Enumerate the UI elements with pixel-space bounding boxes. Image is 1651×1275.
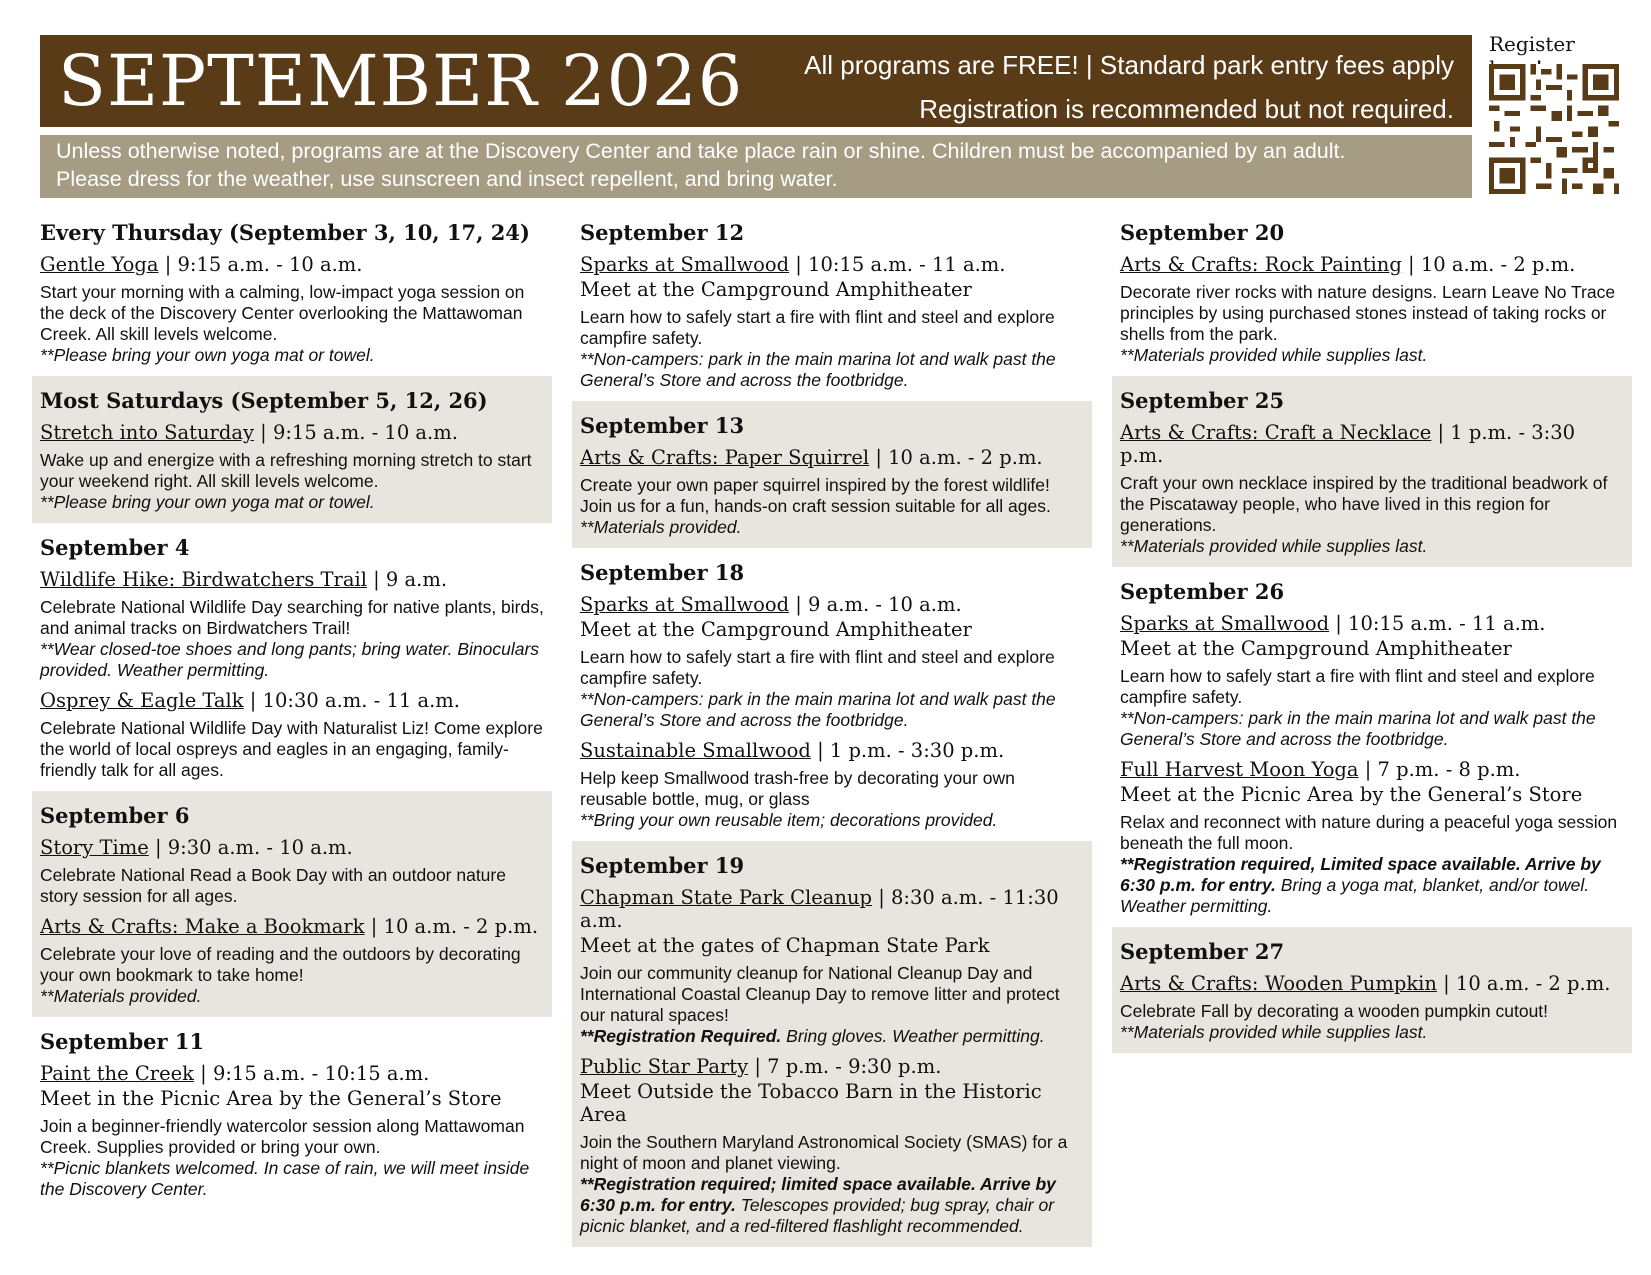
event-description: Wake up and energize with a refreshing morning stretch to start your weekend right. All skill levels welcome. [40, 450, 532, 491]
register-label: Register [1489, 32, 1629, 80]
event-block-sep12 [572, 208, 1092, 401]
event-description: Join the Southern Maryland Astronomical Society (SMAS) for a night of moon and planet viewing. [580, 1132, 1068, 1173]
event-description: Learn how to safely start a fire with flint and steel and explore campfire safety. [1120, 666, 1595, 707]
event-title: Sparks at Smallwood | 10:15 a.m. - 11 a.m. [580, 253, 1006, 276]
event-title: Story Time | 9:30 a.m. - 10 a.m. [40, 836, 353, 859]
day-heading: September 6 [40, 803, 190, 828]
day-heading: September 18 [580, 560, 745, 585]
event-block-sep13 [572, 401, 1092, 548]
event-title: Arts & Crafts: Paper Squirrel | 10 a.m. - 2 p.m. [580, 446, 1043, 469]
event-note: **Wear closed-toe shoes and long pants; bring water. Binoculars provided. Weather permitting. [40, 639, 540, 680]
event-link-osprey[interactable]: Osprey & Eagle Talk [40, 689, 244, 712]
event-description: Decorate river rocks with nature designs. Learn Leave No Trace principles by using purchased stones instead of taking rocks or shells from the park. [1120, 282, 1616, 344]
event-title: Arts & Crafts: Rock Painting | 10 a.m. - 2 p.m. [1120, 253, 1576, 276]
event-link-story-time[interactable]: Story Time [40, 836, 149, 859]
event-description: Start your morning with a calming, low-impact yoga session on the deck of the Discovery Center overlooking the Mattawoman Creek. All skill levels welcome. [40, 282, 525, 344]
header-info [804, 43, 1454, 131]
event-title: Arts & Crafts: Wooden Pumpkin | 10 a.m. - 2 p.m. [1120, 972, 1611, 995]
event-location: Meet in the Picnic Area by the General’s Store [40, 1087, 502, 1110]
event-block-sep20 [1112, 208, 1632, 376]
event-link-rock-painting[interactable]: Arts & Crafts: Rock Painting [1120, 253, 1402, 276]
event-description: Celebrate National Read a Book Day with an outdoor nature story session for all ages. [40, 865, 506, 906]
event-link-stretch[interactable]: Stretch into Saturday [40, 421, 254, 444]
event-description: Craft your own necklace inspired by the traditional beadwork of the Piscataway people, who have lived in this region for generations. [1120, 473, 1608, 535]
event-description: Learn how to safely start a fire with flint and steel and explore campfire safety. [580, 307, 1055, 348]
event-note: **Registration required, Limited space available. Arrive by 6:30 p.m. for entry. Bring a yoga mat, blanket, and/or towel. Weather permitting. [1120, 854, 1601, 916]
event-note: **Materials provided while supplies last. [1120, 1022, 1428, 1042]
day-heading: September 11 [40, 1029, 205, 1054]
day-heading: September 27 [1120, 939, 1285, 964]
event-block-sep25 [1112, 376, 1632, 567]
event-description: Join our community cleanup for National Cleanup Day and International Coastal Cleanup Day to remove litter and protect our natural spaces! [580, 963, 1060, 1025]
event-note: **Materials provided while supplies last. [1120, 345, 1428, 365]
event-description: Celebrate Fall by decorating a wooden pumpkin cutout! [1120, 1001, 1549, 1021]
event-title: Sustainable Smallwood | 1 p.m. - 3:30 p.m. [580, 739, 1005, 762]
event-description: Celebrate your love of reading and the outdoors by decorating your own bookmark to take home! [40, 944, 521, 985]
event-link-sparks[interactable]: Sparks at Smallwood [580, 253, 790, 276]
event-note: **Non-campers: park in the main marina lot and walk past the General’s Store and across the footbridge. [580, 349, 1056, 390]
event-link-necklace[interactable]: Arts & Crafts: Craft a Necklace [1120, 421, 1432, 444]
event-title: Gentle Yoga | 9:15 a.m. - 10 a.m. [40, 253, 363, 276]
event-title: Arts & Crafts: Make a Bookmark | 10 a.m. - 2 p.m. [40, 915, 539, 938]
event-link-chapman-cleanup[interactable]: Chapman State Park Cleanup [580, 886, 872, 909]
event-description: Help keep Smallwood trash-free by decorating your own reusable bottle, mug, or glass [580, 768, 1015, 809]
event-title: Chapman State Park Cleanup | 8:30 a.m. - 11:30 a.m. [580, 886, 1059, 932]
event-note: **Materials provided. [580, 517, 742, 537]
event-note: **Materials provided while supplies last. [1120, 536, 1428, 556]
event-link-sparks[interactable]: Sparks at Smallwood [580, 593, 790, 616]
event-description: Celebrate National Wildlife Day searching for native plants, birds, and animal tracks on Birdwatchers Trail! [40, 597, 544, 638]
event-link-moon-yoga[interactable]: Full Harvest Moon Yoga [1120, 758, 1359, 781]
event-link-sustainable[interactable]: Sustainable Smallwood [580, 739, 811, 762]
event-note: **Non-campers: park in the main marina lot and walk past the General’s Store and across the footbridge. [580, 689, 1056, 730]
event-block-sep26 [1112, 567, 1632, 927]
event-location: Meet Outside the Tobacco Barn in the Historic Area [580, 1080, 1042, 1126]
event-note: **Registration Required. Bring gloves. Weather permitting. [580, 1026, 1045, 1046]
event-title: Public Star Party | 7 p.m. - 9:30 p.m. [580, 1055, 942, 1078]
event-title: Arts & Crafts: Craft a Necklace | 1 p.m. - 3:30 p.m. [1120, 421, 1576, 467]
event-note: **Non-campers: park in the main marina lot and walk past the General’s Store and across the footbridge. [1120, 708, 1596, 749]
event-note: **Registration required; limited space available. Arrive by 6:30 p.m. for entry. Telescopes provided; bug spray, chair or picnic blanket, and a red-filtered flashlight recommended. [580, 1174, 1056, 1236]
event-title: Sparks at Smallwood | 9 a.m. - 10 a.m. [580, 593, 962, 616]
event-title: Sparks at Smallwood | 10:15 a.m. - 11 a.m. [1120, 612, 1546, 635]
event-block-sep6 [32, 791, 552, 1017]
event-location: Meet at the Campground Amphitheater [1120, 637, 1512, 660]
qr-code-icon[interactable] [1489, 64, 1619, 194]
event-location: Meet at the gates of Chapman State Park [580, 934, 990, 957]
event-link-bookmark[interactable]: Arts & Crafts: Make a Bookmark [40, 915, 365, 938]
event-note: **Please bring your own yoga mat or towel. [40, 492, 375, 512]
day-heading: September 25 [1120, 388, 1285, 413]
registration-line: Registration is recommended but not required. [919, 94, 1454, 124]
free-programs-line: All programs are FREE! | Standard park entry fees apply [804, 50, 1454, 80]
event-block-sep4 [32, 523, 552, 791]
event-description: Relax and reconnect with nature during a peaceful yoga session beneath the full moon. [1120, 812, 1618, 853]
page-title: SEPTEMBER 2026 [58, 40, 744, 122]
event-note: **Materials provided. [40, 986, 202, 1006]
column-3 [1112, 208, 1632, 1053]
day-heading: September 19 [580, 853, 745, 878]
column-2 [572, 208, 1092, 1247]
event-description: Join a beginner-friendly watercolor session along Mattawoman Creek. Supplies provided or bring your own. [40, 1116, 525, 1157]
event-title: Osprey & Eagle Talk | 10:30 a.m. - 11 a.m. [40, 689, 460, 712]
event-link-wooden-pumpkin[interactable]: Arts & Crafts: Wooden Pumpkin [1120, 972, 1437, 995]
day-heading: September 13 [580, 413, 745, 438]
event-block-sep27 [1112, 927, 1632, 1053]
event-note: **Bring your own reusable item; decorations provided. [580, 810, 998, 830]
day-heading: Every Thursday (September 3, 10, 17, 24) [40, 220, 530, 245]
event-location: Meet at the Picnic Area by the General’s Store [1120, 783, 1583, 806]
day-heading: September 26 [1120, 579, 1285, 604]
event-note: **Please bring your own yoga mat or towel. [40, 345, 375, 365]
event-link-sparks[interactable]: Sparks at Smallwood [1120, 612, 1330, 635]
event-location: Meet at the Campground Amphitheater [580, 278, 972, 301]
notice-bar [40, 135, 1472, 198]
event-note: **Picnic blankets welcomed. In case of rain, we will meet inside the Discovery Center. [40, 1158, 530, 1199]
event-title: Full Harvest Moon Yoga | 7 p.m. - 8 p.m. [1120, 758, 1521, 781]
event-block-sep18 [572, 548, 1092, 841]
event-block-saturday [32, 376, 552, 523]
event-block-sep19 [572, 841, 1092, 1247]
event-link-paper-squirrel[interactable]: Arts & Crafts: Paper Squirrel [580, 446, 870, 469]
event-link-wildlife-hike[interactable]: Wildlife Hike: Birdwatchers Trail [40, 568, 367, 591]
notice-line-2: Please dress for the weather, use sunscreen and insect repellent, and bring water. [56, 167, 838, 191]
column-1 [32, 208, 552, 1210]
header-banner [40, 35, 1472, 127]
event-link-paint-creek[interactable]: Paint the Creek [40, 1062, 194, 1085]
day-heading: September 12 [580, 220, 745, 245]
event-block-sep11 [32, 1017, 552, 1210]
event-location: Meet at the Campground Amphitheater [580, 618, 972, 641]
event-link-star-party[interactable]: Public Star Party [580, 1055, 749, 1078]
day-heading: September 4 [40, 535, 190, 560]
event-description: Create your own paper squirrel inspired by the forest wildlife! Join us for a fun, hands-on craft session suitable for all ages. [580, 475, 1051, 516]
event-link-gentle-yoga[interactable]: Gentle Yoga [40, 253, 159, 276]
event-description: Celebrate National Wildlife Day with Naturalist Liz! Come explore the world of local ospreys and eagles in an engaging, family-friendly talk for all ages. [40, 718, 543, 780]
notice-line-1: Unless otherwise noted, programs are at the Discovery Center and take place rain or shine. Children must be accompanied by an adult. [56, 139, 1346, 163]
day-heading: September 20 [1120, 220, 1285, 245]
day-heading: Most Saturdays (September 5, 12, 26) [40, 388, 488, 413]
event-title: Stretch into Saturday | 9:15 a.m. - 10 a.m. [40, 421, 458, 444]
event-title: Paint the Creek | 9:15 a.m. - 10:15 a.m. [40, 1062, 430, 1085]
event-description: Learn how to safely start a fire with flint and steel and explore campfire safety. [580, 647, 1055, 688]
event-title: Wildlife Hike: Birdwatchers Trail | 9 a.m. [40, 568, 448, 591]
event-block-thursday [32, 208, 552, 376]
